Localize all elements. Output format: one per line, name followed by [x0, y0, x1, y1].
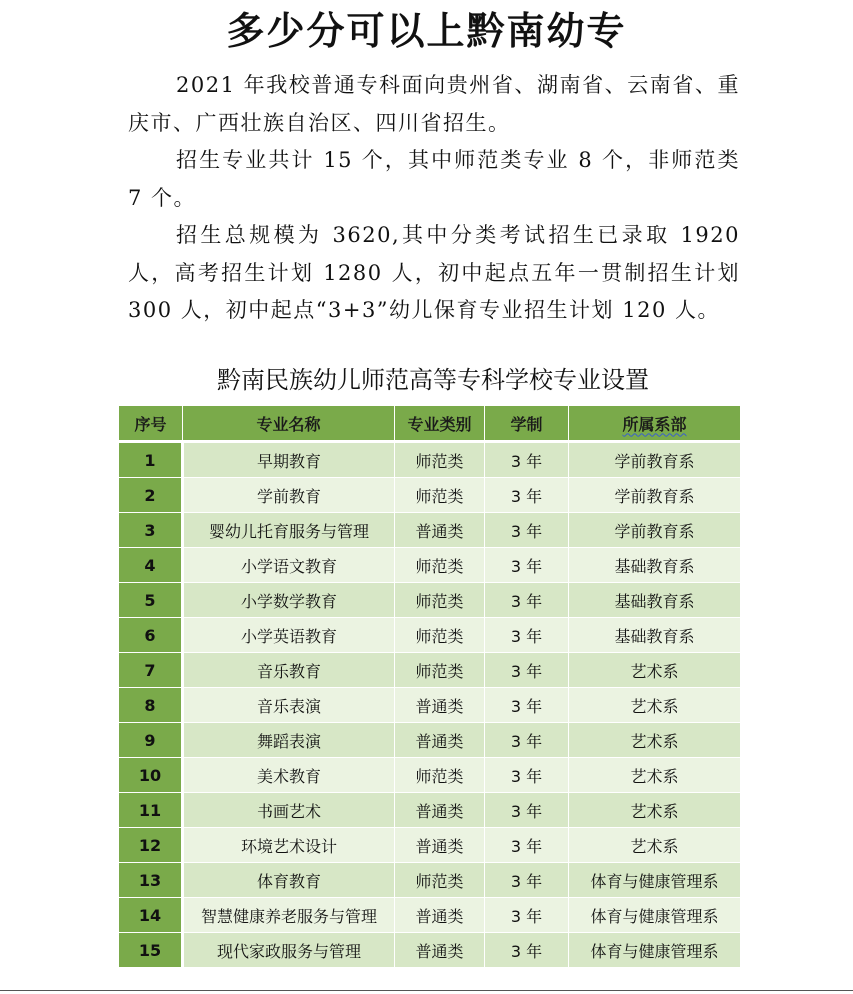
- major-name: 美术教育: [183, 758, 395, 793]
- row-index: 5: [119, 583, 183, 618]
- row-index: 4: [119, 548, 183, 583]
- table-row: [119, 863, 741, 898]
- major-category: 师范类: [395, 583, 485, 618]
- department: 艺术系: [569, 688, 741, 723]
- majors-table: [118, 405, 741, 968]
- row-index: 10: [119, 758, 183, 793]
- header-department-label: 所属系部: [622, 414, 687, 434]
- study-duration: 3 年: [485, 442, 569, 478]
- study-duration: 3 年: [485, 933, 569, 968]
- row-index: 6: [119, 618, 183, 653]
- major-category: 师范类: [395, 478, 485, 513]
- page-title: 多少分可以上黔南幼专: [226, 9, 627, 53]
- department: 基础教育系: [569, 548, 741, 583]
- major-name: 小学语文教育: [183, 548, 395, 583]
- row-index: 7: [119, 653, 183, 688]
- row-index: 9: [119, 723, 183, 758]
- table-row: [119, 548, 741, 583]
- table-row: [119, 583, 741, 618]
- table-row: [119, 653, 741, 688]
- table-row: [119, 442, 741, 478]
- major-category: 普通类: [395, 688, 485, 723]
- table-row: [119, 688, 741, 723]
- major-name: 早期教育: [183, 442, 395, 478]
- department: 艺术系: [569, 758, 741, 793]
- table-row: [119, 758, 741, 793]
- major-category: 师范类: [395, 653, 485, 688]
- row-index: 11: [119, 793, 183, 828]
- major-name: 体育教育: [183, 863, 395, 898]
- major-category: 师范类: [395, 442, 485, 478]
- row-index: 13: [119, 863, 183, 898]
- header-index: 序号: [119, 406, 183, 442]
- study-duration: 3 年: [485, 793, 569, 828]
- major-name: 智慧健康养老服务与管理: [183, 898, 395, 933]
- department: 艺术系: [569, 828, 741, 863]
- major-category: 师范类: [395, 548, 485, 583]
- major-name: 学前教育: [183, 478, 395, 513]
- header-department: [569, 406, 741, 442]
- department: 艺术系: [569, 653, 741, 688]
- intro-text: [128, 67, 740, 330]
- major-category: 普通类: [395, 898, 485, 933]
- table-row: [119, 618, 741, 653]
- department: 体育与健康管理系: [569, 863, 741, 898]
- header-major-name: 专业名称: [183, 406, 395, 442]
- major-name: 书画艺术: [183, 793, 395, 828]
- major-name: 小学英语教育: [183, 618, 395, 653]
- paragraph-enrollment-scale: 招生总规模为 3620,其中分类考试招生已录取 1920 人，高考招生计划 1280 人，初中起点五年一贯制招生计划 300 人，初中起点“3+3”幼儿保育专业招生计划 120 人。: [128, 223, 740, 322]
- major-category: 普通类: [395, 723, 485, 758]
- study-duration: 3 年: [485, 863, 569, 898]
- table-header-row: [119, 406, 741, 442]
- department: 艺术系: [569, 793, 741, 828]
- row-index: 14: [119, 898, 183, 933]
- row-index: 15: [119, 933, 183, 968]
- major-name: 现代家政服务与管理: [183, 933, 395, 968]
- table-row: [119, 478, 741, 513]
- row-index: 12: [119, 828, 183, 863]
- major-name: 音乐教育: [183, 653, 395, 688]
- major-name: 小学数学教育: [183, 583, 395, 618]
- department: 学前教育系: [569, 442, 741, 478]
- row-index: 1: [119, 442, 183, 478]
- major-name: 音乐表演: [183, 688, 395, 723]
- major-category: 普通类: [395, 933, 485, 968]
- department: 体育与健康管理系: [569, 933, 741, 968]
- table-row: [119, 793, 741, 828]
- major-name: 环境艺术设计: [183, 828, 395, 863]
- major-name: 舞蹈表演: [183, 723, 395, 758]
- study-duration: 3 年: [485, 828, 569, 863]
- study-duration: 3 年: [485, 758, 569, 793]
- header-duration: 学制: [485, 406, 569, 442]
- row-index: 8: [119, 688, 183, 723]
- table-row: [119, 723, 741, 758]
- table-row: [119, 828, 741, 863]
- study-duration: 3 年: [485, 653, 569, 688]
- major-name-text: 婴幼儿托育服务与管理: [208, 521, 369, 541]
- major-category: 师范类: [395, 758, 485, 793]
- department: 学前教育系: [569, 478, 741, 513]
- study-duration: 3 年: [485, 723, 569, 758]
- department: 基础教育系: [569, 583, 741, 618]
- major-category: 普通类: [395, 793, 485, 828]
- major-category: 普通类: [395, 513, 485, 548]
- study-duration: 3 年: [485, 583, 569, 618]
- major-category: 师范类: [395, 618, 485, 653]
- major-category: 师范类: [395, 863, 485, 898]
- study-duration: 3 年: [485, 688, 569, 723]
- study-duration: 3 年: [485, 478, 569, 513]
- study-duration: 3 年: [485, 548, 569, 583]
- department: 艺术系: [569, 723, 741, 758]
- department: 学前教育系: [569, 513, 741, 548]
- department: 体育与健康管理系: [569, 898, 741, 933]
- row-index: 3: [119, 513, 183, 548]
- paragraph-regions: 2021 年我校普通专科面向贵州省、湖南省、云南省、重庆市、广西壮族自治区、四川省招生。: [128, 73, 740, 135]
- table-title: 黔南民族幼儿师范高等专科学校专业设置: [217, 366, 649, 394]
- table-row: [119, 933, 741, 968]
- bottom-divider: [0, 990, 853, 991]
- department: 基础教育系: [569, 618, 741, 653]
- study-duration: 3 年: [485, 513, 569, 548]
- row-index: 2: [119, 478, 183, 513]
- paragraph-major-count: 招生专业共计 15 个，其中师范类专业 8 个，非师范类 7 个。: [128, 148, 740, 210]
- study-duration: 3 年: [485, 618, 569, 653]
- header-category: 专业类别: [395, 406, 485, 442]
- table-row: [119, 898, 741, 933]
- major-name: [183, 513, 395, 548]
- major-category: 普通类: [395, 828, 485, 863]
- study-duration: 3 年: [485, 898, 569, 933]
- table-row: [119, 513, 741, 548]
- table-body: [119, 442, 741, 968]
